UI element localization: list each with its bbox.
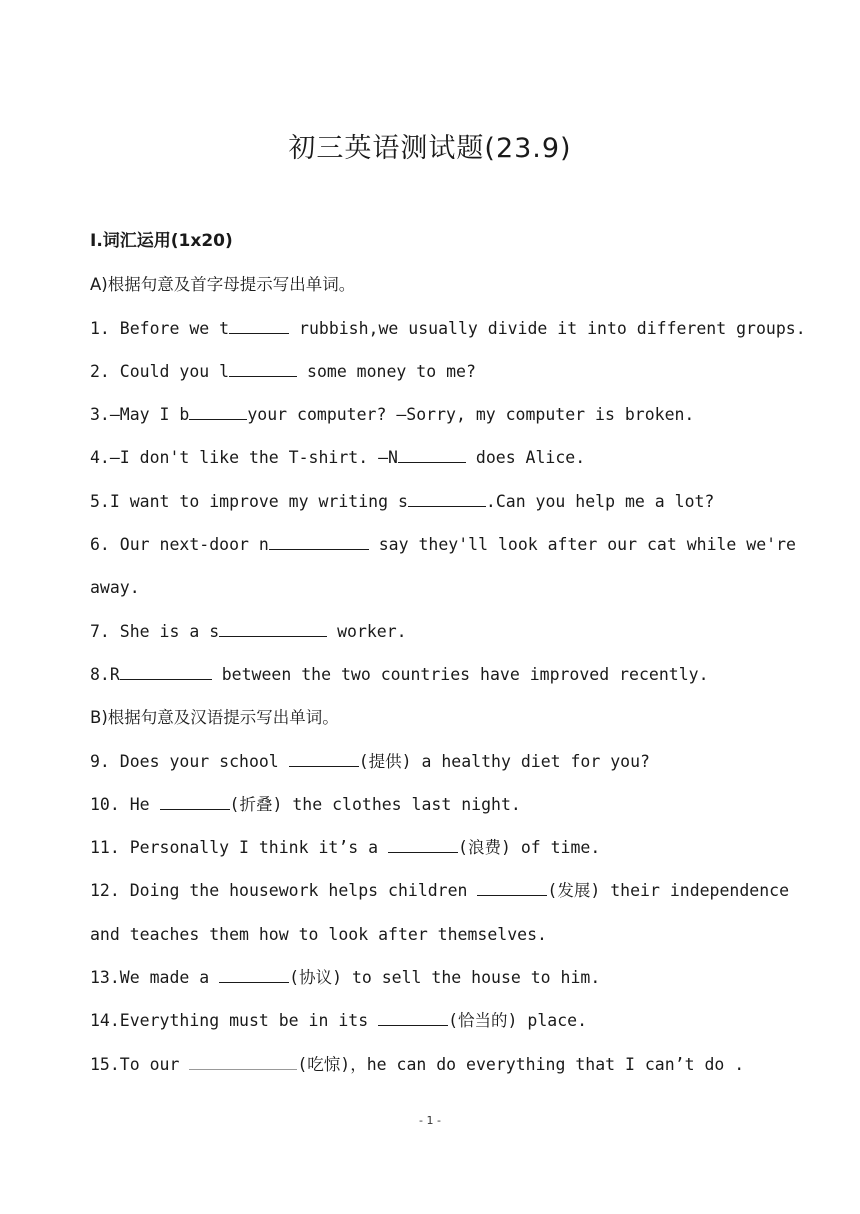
question-14: 14.Everything must be in its (恰当的) place. xyxy=(90,1011,587,1031)
answer-blank-9[interactable] xyxy=(289,750,359,767)
question-2: 2. Could you l some money to me? xyxy=(90,361,476,381)
answer-blank-8[interactable] xyxy=(120,663,212,680)
question-10: 10. He (折叠) the clothes last night. xyxy=(90,794,521,814)
answer-blank-3[interactable] xyxy=(189,403,247,420)
answer-blank-13[interactable] xyxy=(219,966,289,983)
question-5: 5.I want to improve my writing s .Can you help me a lot? xyxy=(90,491,715,511)
question-6-continuation: away. xyxy=(90,578,140,598)
answer-blank-6[interactable] xyxy=(269,533,369,550)
answer-blank-12[interactable] xyxy=(477,879,547,896)
exercise-content xyxy=(90,220,806,1086)
answer-blank-2[interactable] xyxy=(229,360,297,377)
answer-blank-15[interactable] xyxy=(189,1053,297,1070)
answer-blank-4[interactable] xyxy=(398,446,466,463)
question-7: 7. She is a s worker. xyxy=(90,621,407,641)
question-13: 13.We made a (协议) to sell the house to him. xyxy=(90,968,601,988)
question-1: 1. Before we t rubbish,we usually divide it into different groups. xyxy=(90,318,806,338)
question-11: 11. Personally I think it’s a (浪费) of time. xyxy=(90,838,601,858)
question-3: 3.—May I b your computer? —Sorry, my computer is broken. xyxy=(90,405,695,425)
section-heading: I.词汇运用(1x20) xyxy=(90,231,233,251)
question-15: 15.To our (吃惊)，he can do everything that I can’t do . xyxy=(90,1054,745,1074)
question-8: 8.R between the two countries have improved recently. xyxy=(90,664,709,684)
answer-blank-1[interactable] xyxy=(229,317,289,334)
answer-blank-11[interactable] xyxy=(388,836,458,853)
answer-blank-14[interactable] xyxy=(378,1009,448,1026)
question-9: 9. Does your school (提供) a healthy diet for you? xyxy=(90,751,650,771)
part-a-instruction: A)根据句意及首字母提示写出单词。 xyxy=(90,275,356,295)
answer-blank-5[interactable] xyxy=(408,490,486,507)
page-number: - 1 - xyxy=(419,1114,441,1127)
question-12: 12. Doing the housework helps children (发展) their independence xyxy=(90,881,790,901)
answer-blank-10[interactable] xyxy=(160,793,230,810)
question-6: 6. Our next-door n say they'll look after our cat while we're xyxy=(90,535,796,555)
page-title: 初三英语测试题(23.9) xyxy=(288,133,572,164)
question-12-continuation: and teaches them how to look after themselves. xyxy=(90,924,547,944)
question-4: 4.—I don't like the T-shirt. —N does Alice. xyxy=(90,448,586,468)
part-b-instruction: B)根据句意及汉语提示写出单词。 xyxy=(90,708,339,728)
answer-blank-7[interactable] xyxy=(219,620,327,637)
